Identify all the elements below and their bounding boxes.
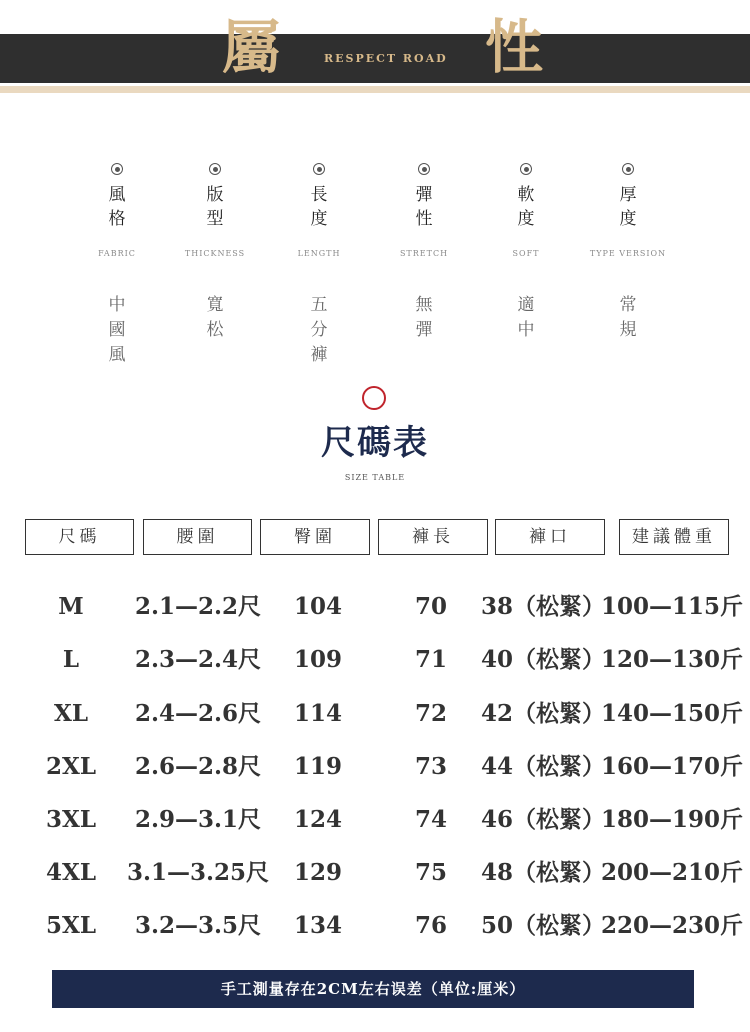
table-cell: L <box>62 646 80 673</box>
table-cell: 72 <box>414 700 447 727</box>
attribute-column <box>486 163 566 231</box>
table-cell: 3.2—3.5尺 <box>134 912 262 939</box>
table-header-cell: 尺碼 <box>25 519 134 555</box>
table-cell: XL <box>53 700 89 727</box>
attribute-title: 軟度 <box>517 185 535 229</box>
attribute-value <box>279 293 359 368</box>
attribute-value-text: 常規 <box>619 295 637 340</box>
radio-icon <box>622 163 634 175</box>
attribute-title: 長度 <box>310 185 328 229</box>
table-cell: 114 <box>293 700 342 727</box>
table-cell: 119 <box>293 753 342 780</box>
table-cell: 3.1—3.25尺 <box>126 859 270 886</box>
attribute-value-text: 適中 <box>517 295 535 340</box>
header-char-right: 性 <box>485 13 544 81</box>
attribute-english-label: TYPE VERSION <box>589 249 667 258</box>
attribute-english-label: LENGTH <box>297 249 341 258</box>
table-cell: 48（松緊） <box>480 859 605 886</box>
attribute-english-label: STRETCH <box>399 249 449 258</box>
radio-icon <box>209 163 221 175</box>
attribute-value-text: 無彈 <box>415 295 433 340</box>
table-cell: M <box>58 593 84 620</box>
table-cell: 75 <box>414 859 447 886</box>
attribute-title: 版型 <box>206 185 224 229</box>
table-cell: 70 <box>414 593 447 620</box>
table-cell: 180—190斤 <box>600 806 744 833</box>
table-cell: 2.1—2.2尺 <box>134 593 262 620</box>
table-cell: 2.6—2.8尺 <box>134 753 262 780</box>
table-cell: 134 <box>293 912 342 939</box>
attribute-title: 厚度 <box>619 185 637 229</box>
circle-icon <box>362 386 386 410</box>
attribute-column <box>384 163 464 231</box>
header-subtitle: RESPECT ROAD <box>324 52 448 65</box>
table-cell: 100—115斤 <box>600 593 744 620</box>
attribute-column <box>77 163 157 231</box>
attribute-value <box>486 293 566 343</box>
table-cell: 46（松緊） <box>480 806 605 833</box>
measurement-note: 手工測量存在2CM左右误差（单位:厘米） <box>52 970 694 1008</box>
table-cell: 44（松緊） <box>480 753 605 780</box>
table-header-cell: 臀圍 <box>260 519 370 555</box>
radio-icon <box>418 163 430 175</box>
table-cell: 42（松緊） <box>480 700 605 727</box>
attribute-value-text: 五分褲 <box>310 295 328 365</box>
table-cell: 38（松緊） <box>480 593 605 620</box>
table-cell: 2.4—2.6尺 <box>134 700 262 727</box>
table-cell: 220—230斤 <box>600 912 744 939</box>
header-char-left: 屬 <box>222 13 281 81</box>
table-cell: 140—150斤 <box>600 700 744 727</box>
table-cell: 2.9—3.1尺 <box>134 806 262 833</box>
table-header-cell: 建議體重 <box>619 519 729 555</box>
table-cell: 71 <box>414 646 447 673</box>
table-cell: 129 <box>293 859 342 886</box>
size-table-subtitle: SIZE TABLE <box>344 473 406 482</box>
attribute-column <box>279 163 359 231</box>
attribute-value <box>77 293 157 368</box>
attribute-english-label: SOFT <box>512 249 540 258</box>
attribute-value <box>588 293 668 343</box>
attribute-column <box>588 163 668 231</box>
attribute-value-text: 中國風 <box>108 295 126 365</box>
attribute-title: 彈性 <box>415 185 433 229</box>
attribute-value-text: 寬松 <box>206 295 224 340</box>
header-underline <box>0 86 750 93</box>
table-cell: 74 <box>414 806 447 833</box>
table-cell: 5XL <box>45 912 97 939</box>
radio-icon <box>313 163 325 175</box>
table-header-cell: 褲長 <box>378 519 488 555</box>
attribute-english-label: FABRIC <box>98 249 136 258</box>
radio-icon <box>520 163 532 175</box>
table-cell: 104 <box>293 593 342 620</box>
table-cell: 2XL <box>45 753 97 780</box>
attribute-column <box>175 163 255 231</box>
table-header-cell: 褲口 <box>495 519 605 555</box>
attribute-english-label: THICKNESS <box>184 249 246 258</box>
table-cell: 76 <box>414 912 447 939</box>
table-cell: 3XL <box>45 806 97 833</box>
table-cell: 124 <box>293 806 342 833</box>
table-cell: 2.3—2.4尺 <box>134 646 262 673</box>
attribute-title: 風格 <box>108 185 126 229</box>
table-header-cell: 腰圍 <box>143 519 252 555</box>
table-cell: 73 <box>414 753 447 780</box>
table-cell: 120—130斤 <box>600 646 744 673</box>
table-cell: 160—170斤 <box>600 753 744 780</box>
attribute-value <box>384 293 464 343</box>
table-cell: 109 <box>293 646 342 673</box>
size-table-title: 尺碼表 <box>321 423 429 463</box>
radio-icon <box>111 163 123 175</box>
table-cell: 50（松緊） <box>480 912 605 939</box>
table-cell: 200—210斤 <box>600 859 744 886</box>
table-cell: 40（松緊） <box>480 646 605 673</box>
table-cell: 4XL <box>45 859 97 886</box>
attribute-value <box>175 293 255 343</box>
